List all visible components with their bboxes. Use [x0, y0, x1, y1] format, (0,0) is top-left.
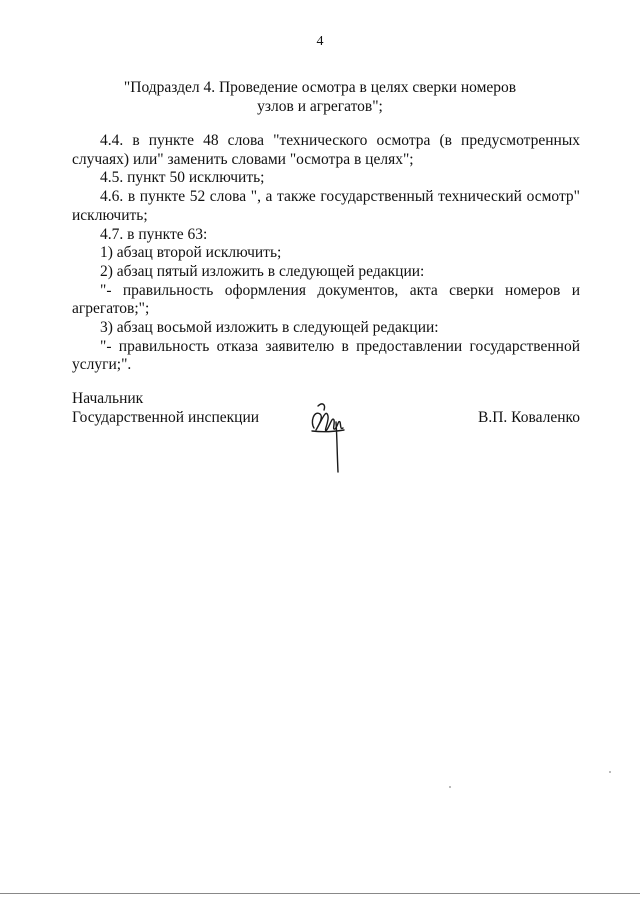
page-number: 4 [316, 34, 324, 49]
signatory-title-line-1: Начальник [72, 390, 144, 407]
section-heading [90, 78, 550, 116]
paragraph-4-4: 4.4. в пункте 48 слова "технического осмотра (в предусмотренных случаях) или" заменить словами "осмотра в целях"; [72, 132, 580, 168]
paragraph-4-7: 4.7. в пункте 63: [100, 225, 208, 243]
list-item-2: 2) абзац пятый изложить в следующей редакции: [100, 262, 425, 280]
paragraph-4-5: 4.5. пункт 50 исключить; [100, 169, 265, 187]
list-item-1: 1) абзац второй исключить; [100, 244, 282, 262]
signatory-name: В.П. Коваленко [477, 408, 580, 426]
scan-artifact [609, 771, 611, 773]
quoted-text-2: "- правильность отказа заявителю в предоставлении государственной услуги;". [72, 337, 580, 374]
paragraph-4-6: 4.6. в пункте 52 слова ", а также государственный технический осмотр" исключить; [72, 188, 580, 224]
scan-edge-line [0, 893, 640, 894]
heading-line-1: "Подраздел 4. Проведение осмотра в целях сверки номеров [123, 79, 517, 96]
handwritten-signature [308, 398, 348, 474]
signatory-title-line-2: Государственной инспекции [72, 408, 260, 426]
signatory-title [72, 390, 259, 427]
heading-line-2: узлов и агрегатов"; [257, 98, 383, 115]
list-item-3: 3) абзац восьмой изложить в следующей редакции: [100, 319, 439, 337]
quoted-text-1: "- правильность оформления документов, акта сверки номеров и агрегатов;"; [72, 281, 580, 318]
scan-artifact [449, 786, 451, 788]
signature-block [72, 390, 580, 480]
document-body [72, 132, 580, 375]
